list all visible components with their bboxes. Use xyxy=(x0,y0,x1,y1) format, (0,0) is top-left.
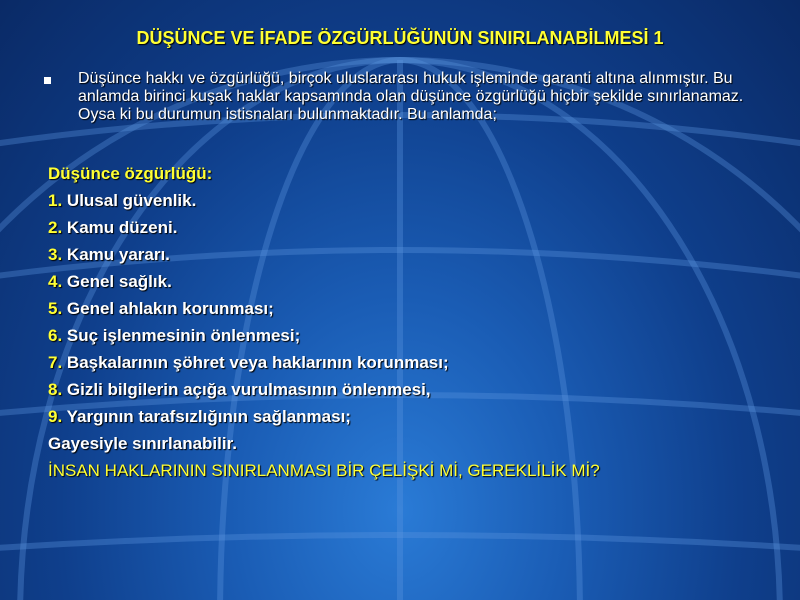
item-number: 6. xyxy=(48,326,63,345)
intro-bullet xyxy=(48,70,748,124)
slide-title: DÜŞÜNCE VE İFADE ÖZGÜRLÜĞÜNÜN SINIRLANABİLMESİ 1 xyxy=(136,28,664,48)
item-number: 8. xyxy=(48,380,63,399)
item-text: Başkalarının şöhret veya haklarının korunması; xyxy=(62,353,449,372)
list-item xyxy=(48,187,768,214)
item-number: 1. xyxy=(48,191,63,210)
subheading: Düşünce özgürlüğü: xyxy=(48,164,213,183)
list-item xyxy=(48,214,768,241)
list-item xyxy=(48,376,768,403)
item-text: Kamu düzeni. xyxy=(62,218,178,237)
item-text: Gizli bilgilerin açığa vurulmasının önlenmesi, xyxy=(62,380,431,399)
intro-text: Düşünce hakkı ve özgürlüğü, birçok uluslararası hukuk işleminde garanti altına alınmıştır. Bu anlamda birinci kuşak haklar kapsamında olan düşünce özgürlüğü hiçbir şekilde sınırlanamaz. Oysa ki bu durumun istisnaları bulunmaktadır. Bu anlamda; xyxy=(78,70,744,123)
item-number: 4. xyxy=(48,272,63,291)
item-text: Suç işlenmesinin önlenmesi; xyxy=(62,326,301,345)
item-text: Ulusal güvenlik. xyxy=(62,191,197,210)
closing-question: İNSAN HAKLARININ SINIRLANMASI BİR ÇELİŞKİ Mİ, GEREKLİLİK Mİ? xyxy=(48,461,600,480)
item-text: Genel ahlakın korunması; xyxy=(62,299,274,318)
square-bullet-icon xyxy=(44,77,51,84)
list-item xyxy=(48,403,768,430)
item-text: Yargının tarafsızlığının sağlanması; xyxy=(62,407,351,426)
item-text: Genel sağlık. xyxy=(62,272,172,291)
item-number: 9. xyxy=(48,407,63,426)
item-text: Kamu yararı. xyxy=(62,245,170,264)
list-item xyxy=(48,241,768,268)
list-item xyxy=(48,268,768,295)
conclusion-text: Gayesiyle sınırlanabilir. xyxy=(48,434,237,453)
list-item xyxy=(48,349,768,376)
item-number: 2. xyxy=(48,218,63,237)
list-item xyxy=(48,322,768,349)
item-number: 5. xyxy=(48,299,63,318)
item-number: 7. xyxy=(48,353,63,372)
restriction-list xyxy=(48,160,768,484)
item-number: 3. xyxy=(48,245,63,264)
list-item xyxy=(48,295,768,322)
